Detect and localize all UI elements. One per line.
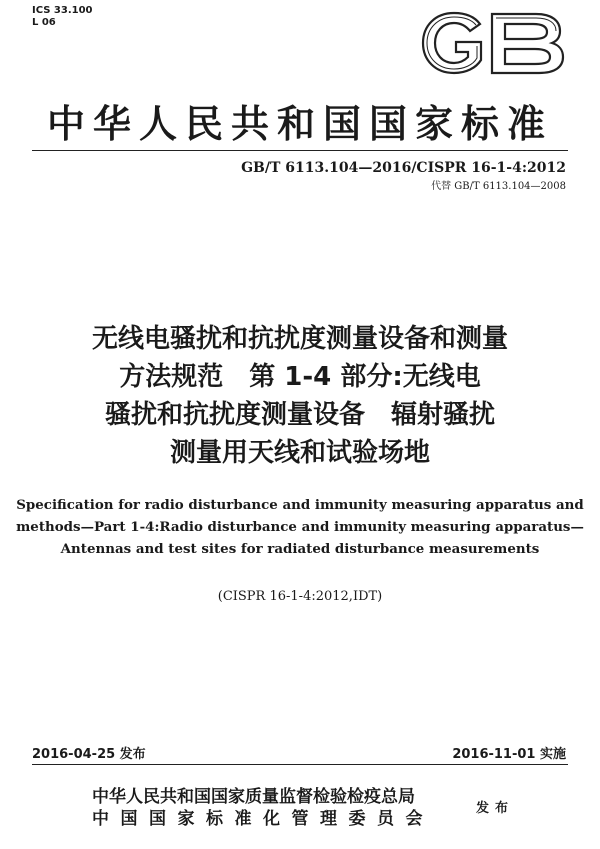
title-zh-line: 测量用天线和试验场地 [169, 438, 430, 468]
title-zh-line: 无线电骚扰和抗扰度测量设备和测量 [91, 324, 508, 354]
organization-name: 中华人民共和国国家标准 [46, 101, 553, 146]
equivalence-note: (CISPR 16-1-4:2012,IDT) [217, 589, 383, 604]
ccs-code: L 06 [32, 17, 56, 28]
issuer-line-2: 中国国家标准化管理委员会 [92, 809, 434, 829]
publish-label: 发布 [476, 801, 515, 816]
header-divider [32, 150, 568, 151]
replaces-note: 代替 GB/T 6113.104—2008 [431, 181, 566, 192]
title-en-line: Specification for radio disturbance and immunity measuring apparatus and [16, 497, 584, 513]
implementation-date: 2016-11-01 实施 [452, 747, 566, 762]
title-zh-line: 骚扰和抗扰度测量设备 辐射骚扰 [104, 400, 495, 430]
title-english [0, 494, 600, 560]
ics-code: ICS 33.100 [32, 5, 93, 16]
title-chinese [0, 320, 600, 472]
title-en-line: methods—Part 1-4:Radio disturbance and immunity measuring apparatus— [16, 519, 584, 535]
title-zh-line: 方法规范 第 1-4 部分:无线电 [119, 362, 481, 392]
issuer-line-1: 中华人民共和国国家质量监督检验检疫总局 [92, 787, 415, 807]
footer-divider [32, 764, 568, 765]
classification-codes [32, 5, 93, 29]
standard-code: GB/T 6113.104—2016/CISPR 16-1-4:2012 [241, 160, 566, 176]
issue-date: 2016-04-25 发布 [32, 747, 146, 762]
issuing-authorities [92, 786, 434, 830]
gb-logo [418, 8, 566, 78]
title-en-line: Antennas and test sites for radiated disturbance measurements [60, 541, 540, 557]
